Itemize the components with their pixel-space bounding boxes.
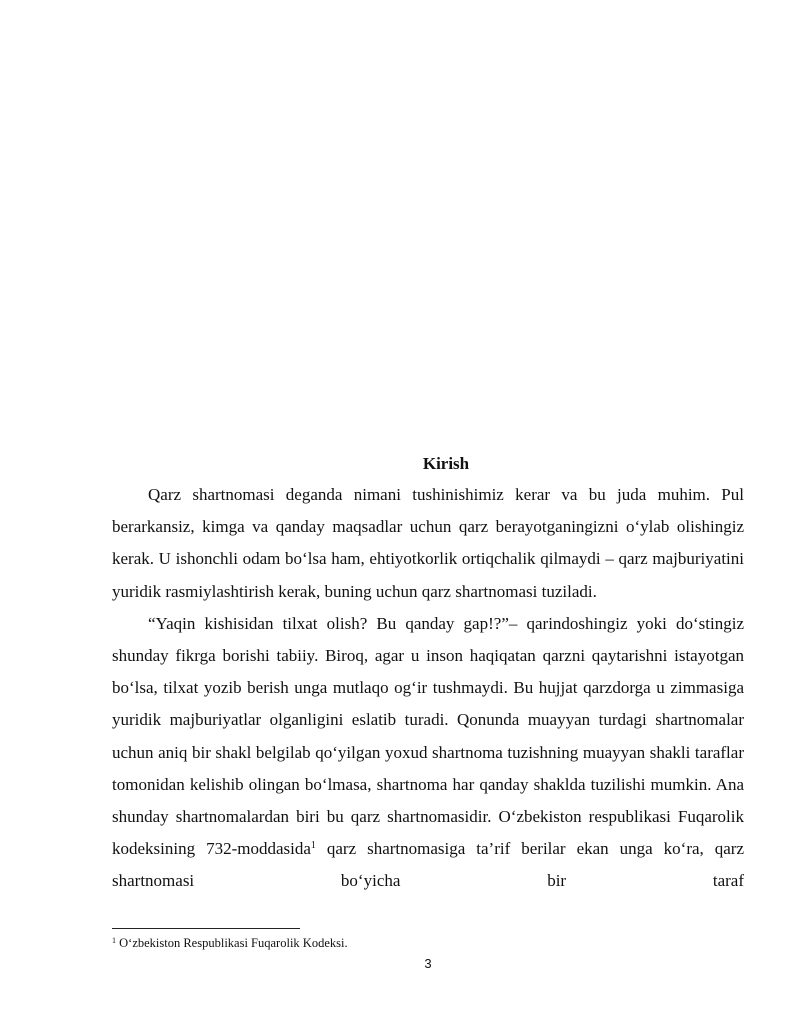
footnote-reference: 1 <box>310 840 316 852</box>
section-heading: Kirish <box>422 454 470 473</box>
footnote <box>112 935 744 951</box>
footnote-separator <box>112 928 300 929</box>
paragraph-2 <box>112 608 744 898</box>
paragraph-1: Qarz shartnomasi deganda nimani tushinishimiz kerar va bu juda muhim. Pul berarkansiz, kimga va qanday maqsadlar uchun qarz berayotganingizni o‘ylab olishingiz kerak. U ishonchli odam bo‘lsa ham, ehtiyotkorlik ortiqchalik qilmaydi – qarz majburiyatini yuridik rasmiylashtirish kerak, buning uchun qarz shartnomasi tuziladi. <box>112 485 744 601</box>
page-number: 3 <box>424 956 432 971</box>
footnote-text: O‘zbekiston Respublikasi Fuqarolik Kodeksi. <box>116 936 348 950</box>
paragraph-2-text: “Yaqin kishisidan tilxat olish? Bu qanday gap!?”– qarindoshingiz yoki do‘stingiz shunday fikrga borishi tabiiy. Biroq, agar u inson haqiqatan qarzni qaytarishni istayotgan bo‘lsa, tilxat yozib berish unga mutlaqo og‘ir tushmaydi. Bu hujjat qarzdorga u zimmasiga yuridik majburiyatlar olganligini eslatib turadi. Qonunda muayyan turdagi shartnomalar uchun aniq bir shakl belgilab qo‘yilgan yoxud shartnoma tuzishning muayyan shakli taraflar tomonidan kelishib olingan bo‘lmasa, shartnoma har qanday shaklda tuzilishi mumkin. Ana shunday shartnomalardan biri bu qarz shartnomasidir. O‘zbekiston respublikasi Fuqarolik kodeksining 732-moddasida <box>112 613 744 859</box>
paragraph-2-continuation: qarz shartnomasiga ta’rif berilar ekan unga ko‘ra, qarz shartnomasi bo‘yicha bir taraf <box>112 839 745 891</box>
footnote-mark: 1 <box>112 936 116 945</box>
body-text <box>112 479 744 898</box>
